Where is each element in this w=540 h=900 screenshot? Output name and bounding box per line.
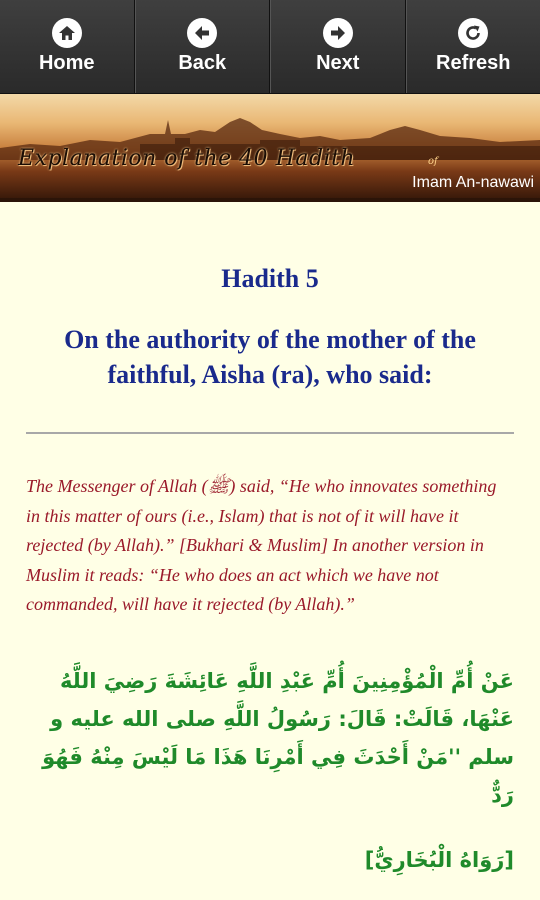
top-toolbar [0, 0, 540, 94]
refresh-button-label: Refresh [436, 52, 511, 74]
next-button-label: Next [316, 52, 360, 74]
hadith-authority: On the authority of the mother of the faithful, Aisha (ra), who said: [64, 325, 476, 389]
hadith-arabic-text: عَنْ أُمِّ الْمُؤْمِنِينَ أُمِّ عَبْدِ اللَّهِ عَائِشَةَ رَضِيَ اللَّهُ عَنْهَا، قَالَتْ: قَالَ: رَسُولُ اللَّهِ صلى الله عليه و سلم ''مَنْ أَحْدَثَ فِي أَمْرِنَا هَذَا مَا لَيْسَ مِنْهُ فَهُوَ رَدٌّ [42, 668, 514, 807]
next-button[interactable] [270, 0, 406, 93]
back-button[interactable] [135, 0, 271, 93]
banner-title: Explanation of the 40 Hadith [18, 146, 356, 171]
banner-of: of [428, 156, 438, 167]
refresh-button[interactable] [406, 0, 540, 93]
home-icon [52, 18, 82, 48]
hadith-narration: [رَوَاهُ الْبُخَارِيُّ] [364, 847, 514, 872]
back-button-label: Back [178, 52, 227, 74]
hadith-english-text: The Messenger of Allah (ﷺ) said, “He who innovates something in this matter of ours (i.e., Islam) that is not of it will have it rejected (by Allah).” [Bukhari & Muslim] In another version in Muslim it reads: “He who does an act which we have not commanded, will have it rejected (by Allah).” [26, 476, 497, 614]
divider [26, 432, 514, 434]
header-banner [0, 94, 540, 202]
hadith-title: Hadith 5 [221, 264, 319, 293]
banner-subtitle: Imam An-nawawi [412, 174, 534, 191]
home-button[interactable] [0, 0, 135, 93]
arrow-right-icon [323, 18, 353, 48]
arrow-left-icon [187, 18, 217, 48]
refresh-icon [458, 18, 488, 48]
home-button-label: Home [38, 52, 95, 74]
hadith-content [0, 264, 540, 872]
